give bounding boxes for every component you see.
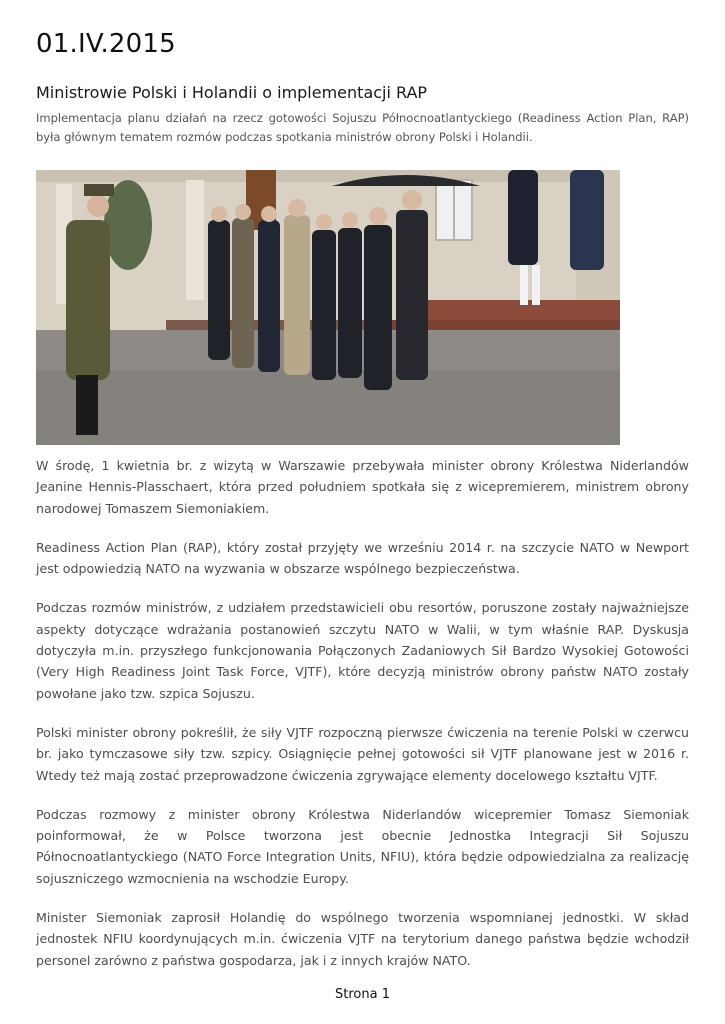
body-paragraph: Podczas rozmów ministrów, z udziałem przedstawicieli obu resortów, poruszone zostały najważniejsze aspekty dotyczące wdrażania postanowień szczytu NATO w Walii, w tym właśnie RAP. Dyskusja dotyczyła m.in. przyszłego funkcjonowania Połączonych Zadaniowych Sił Bardzo Wysokiej Gotowości (Very High Readiness Joint Task Force, VJTF), które decyzją ministrów obrony państw NATO zostały powołane jako tzw. szpica Sojuszu. xyxy=(36,600,689,701)
article-date: 01.IV.2015 xyxy=(36,29,176,59)
article-photo xyxy=(36,170,620,445)
body-paragraph: W środę, 1 kwietnia br. z wizytą w Warszawie przebywała minister obrony Królestwa Niderlandów Jeanine Hennis-Plasschaert, która przed południem spotkała się z wicepremierem, ministrem obrony narodowej Tomaszem Siemoniakiem. xyxy=(36,458,689,516)
article-lead: Implementacja planu działań na rzecz gotowości Sojuszu Północnoatlantyckiego (Readiness Action Plan, RAP) była głównym tematem rozmów podczas spotkania ministrów obrony Polski i Holandii. xyxy=(36,111,689,144)
article-body xyxy=(36,455,689,989)
page-number: Strona 1 xyxy=(335,987,390,1002)
body-paragraph: Polski minister obrony pokreślił, że siły VJTF rozpoczną pierwsze ćwiczenia na terenie Polski w czerwcu br. jako tymczasowe siły tzw. szpicy. Osiągnięcie pełnej gotowości sił VJTF planowane jest w 2016 r. Wtedy też mają zostać przeprowadzone ćwiczenia zgrywające elementy docelowego kształtu VJTF. xyxy=(36,724,689,783)
body-paragraph: Readiness Action Plan (RAP), który został przyjęty we wrześniu 2014 r. na szczycie NATO w Newport jest odpowiedzią NATO na wyzwania w obszarze wspólnego bezpieczeństwa. xyxy=(36,539,689,577)
article-headline: Ministrowie Polski i Holandii o implementacji RAP xyxy=(36,83,428,102)
body-paragraph: Minister Siemoniak zaprosił Holandię do wspólnego tworzenia wspomnianej jednostki. W skład jednostek NFIU koordynujących m.in. ćwiczenia VJTF na terytorium danego państwa będzie wchodził personel zarówno z państwa gospodarza, jak i z innych krajów NATO. xyxy=(36,910,689,968)
body-paragraph: Podczas rozmowy z minister obrony Królestwa Niderlandów wicepremier Tomasz Siemoniak poinformował, że w Polsce tworzona jest obecnie Jednostka Integracji Sił Sojuszu Północnoatlantyckiego (NATO Force Integration Units, NFIU), która będzie odpowiedzialna za realizację sojuszniczego wzmocnienia na wschodzie Europy. xyxy=(36,806,689,886)
photo-illustration xyxy=(36,170,620,445)
